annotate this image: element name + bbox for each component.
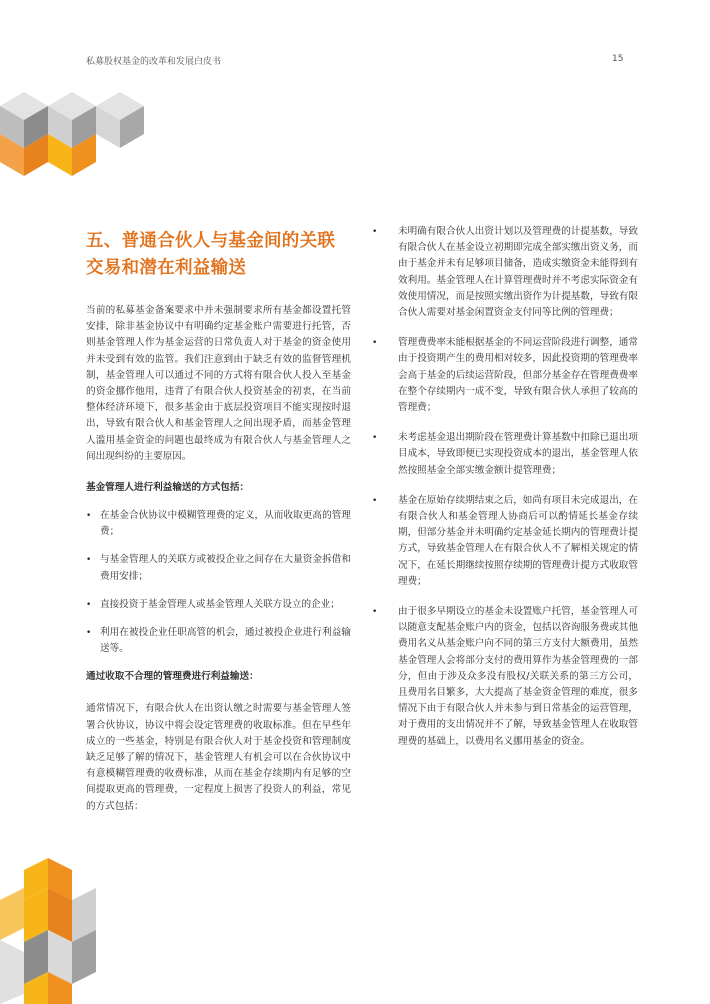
list-item: • 直接投资于基金管理人或基金管理人关联方设立的企业； xyxy=(86,597,351,613)
list-item: • 由于很多早期设立的基金未设置账户托管，基金管理人可以随意支配基金账户内的资金，包括以咨询服务费或其他费用名义从基金账户向不同的第三方支付大额费用，虽然基金管理人会将部分支付的费用算作为基金管理费的一部分，但由于涉及众多没有股权/关联关系的第三方公司，且费用名目繁多，大大提高了基金资金管理的难度，很多情况下由于有限合伙人并未参与到日常基金的运营管理，对于费用的支出情况并不了解，导致基金管理人在收取管理费的基础上，以费用名义挪用基金的资金。 xyxy=(372,604,638,750)
list-item: • 管理费费率未能根据基金的不同运营阶段进行调整，通常由于投资期产生的费用相对较多，因此投资期的管理费率会高于基金的后续运营阶段，但部分基金存在管理费费率在整个存续期内一成不变，导致有限合伙人承担了较高的管理费； xyxy=(372,335,638,416)
page-number: 15 xyxy=(612,54,624,64)
cube-yellow-bottom xyxy=(0,858,72,942)
section-heading-line2: 交易和潜在利益输送 xyxy=(86,258,247,278)
list-item: • 利用在被投企业任职高管的机会，通过被投企业进行利益输送等。 xyxy=(86,625,351,657)
running-header-title: 私募股权基金的改革和发展白皮书 xyxy=(86,57,222,67)
list-item: • 在基金合伙协议中模糊管理费的定义，从而收取更高的管理费； xyxy=(86,508,351,540)
cube-grey-top xyxy=(0,92,144,148)
intro-paragraph: 当前的私募基金备案要求中并未强制要求所有基金都设置托管安排，除非基金协议中有明确约定基金账户需要进行托管，否则基金管理人作为基金运营的日常负责人对于基金的资金使用并未受到有效的监管。我们注意到由于缺乏有效的监督管理机制，基金管理人可以通过不同的方式将有限合伙人投入至基金的资金挪作他用，违背了有限合伙人投资基金的初衷，在当前整体经济环境下，很多基金由于底层投资项目不能实现按时退出，导致有限合伙人和基金管理人之间出现矛盾，而基金管理人滥用基金资金的问题也最终成为有限合伙人与基金管理人之间出现纠纷的主要原因。 xyxy=(86,305,351,462)
section-heading-line1: 五、普通合伙人与基金间的关联 xyxy=(86,231,336,251)
list-item: • 未考虑基金退出期阶段在管理费计算基数中扣除已退出项目成本，导致即便已实现投资成本的退出，基金管理人依然按照基金全部实缴金额计提管理费； xyxy=(372,430,638,479)
methods-list xyxy=(86,508,351,657)
fee-issues-list xyxy=(372,224,638,750)
list-item: • 与基金管理人的关联方或被投企业之间存在大量资金拆借和费用安排； xyxy=(86,552,351,584)
list-item: • 基金在原始存续期结束之后，如尚有项目未完成退出，在有限合伙人和基金管理人协商后可以酌情延长基金存续期，但部分基金并未明确约定基金延长期内的管理费计提方式，导致基金管理人在有限合伙人不了解相关规定的情况下，在延长期继续按照存续期的管理费计提方式收取管理费； xyxy=(372,493,638,590)
section-heading xyxy=(86,228,351,282)
management-fee-paragraph: 通常情况下，有限合伙人在出资认缴之时需要与基金管理人签署合伙协议，协议中将会设定管理费的收取标准。但在早些年成立的一些基金，特别是有限合伙人对于基金投资和管理制度缺乏足够了解的情况下，基金管理人有机会可以在合伙协议中有意模糊管理费的收费标准，从而在基金存续期内有足够的空间提取更高的管理费，一定程度上损害了投资人的利益，常见的方式包括： xyxy=(86,703,351,812)
subheading-management-fee: 通过收取不合理的管理费进行利益输送： xyxy=(86,671,259,683)
right-column xyxy=(372,224,638,764)
subheading-methods: 基金管理人进行利益输送的方式包括： xyxy=(86,482,250,494)
decorative-cubes-bottom xyxy=(0,858,110,1004)
left-column xyxy=(86,228,351,815)
decorative-cubes-top xyxy=(0,92,150,184)
list-item: • 未明确有限合伙人出资计划以及管理费的计提基数，导致有限合伙人在基金设立初期即完成全部实缴出资义务，而由于基金并未有足够项目储备，造成实缴资金未能得到有效利用。基金管理人在计算管理费时并不考虑实际资金有效使用情况，而是按照实缴出资作为计提基数，导致有限合伙人需要对基金闲置资金支付同等比例的管理费； xyxy=(372,224,638,321)
